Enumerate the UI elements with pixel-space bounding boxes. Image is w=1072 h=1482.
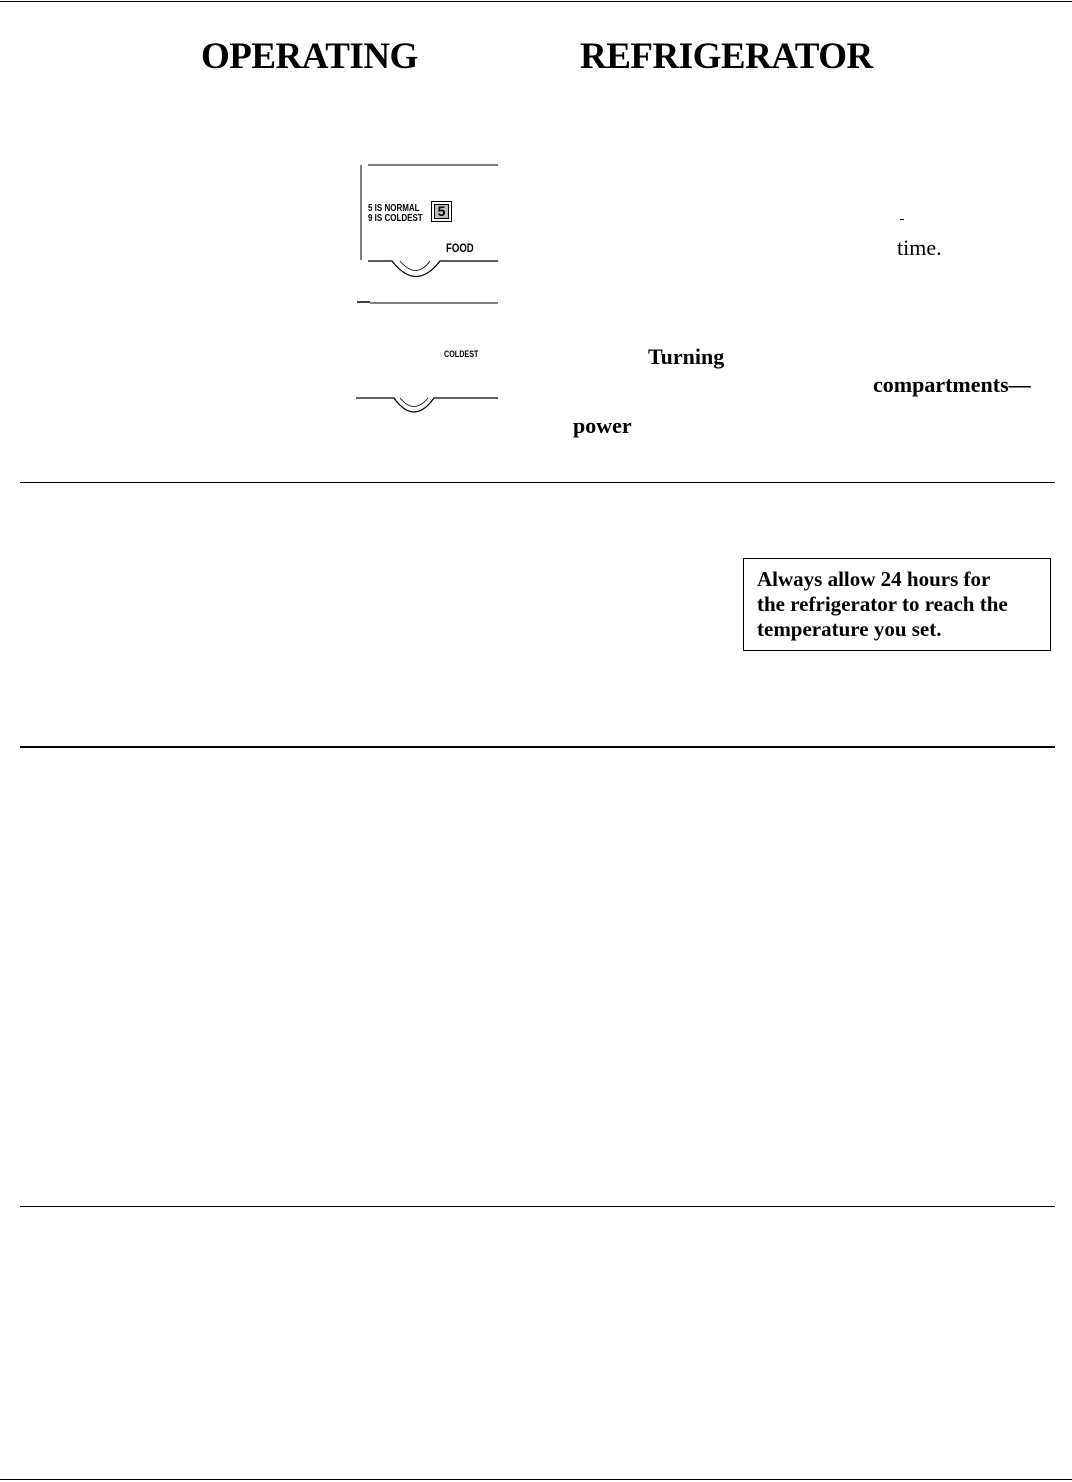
tick-mark bbox=[900, 219, 904, 220]
fragment-compartments: compartments— bbox=[873, 372, 1031, 397]
fragment-power: power bbox=[573, 413, 632, 438]
dial-normal-label: 5 IS NORMAL bbox=[368, 203, 420, 214]
dial-setting-value: 5 bbox=[434, 204, 449, 219]
notice-box bbox=[743, 558, 1051, 651]
dial-coldest-label: 9 IS COLDEST bbox=[368, 213, 423, 224]
freezer-coldest-label: COLDEST bbox=[444, 349, 479, 359]
freezer-control bbox=[356, 340, 501, 430]
fragment-turning: Turning bbox=[648, 344, 725, 369]
freezer-dial-drawing bbox=[356, 340, 501, 430]
section-rule-2 bbox=[20, 746, 1055, 748]
dial-food-label: FOOD bbox=[446, 241, 474, 255]
fresh-food-control bbox=[356, 160, 501, 310]
top-rule bbox=[0, 1, 1072, 2]
notice-line-2: the refrigerator to reach the bbox=[757, 592, 1008, 616]
fresh-food-dial-drawing bbox=[356, 160, 501, 310]
notice-line-1: Always allow 24 hours for bbox=[757, 567, 991, 591]
fragment-time: time. bbox=[897, 235, 942, 260]
dial-setting-window bbox=[431, 201, 452, 222]
section-rule-3 bbox=[20, 1206, 1055, 1207]
bottom-rule bbox=[0, 1479, 1072, 1480]
heading-refrigerator: REFRIGERATOR bbox=[580, 36, 873, 77]
notice-line-3: temperature you set. bbox=[757, 617, 942, 641]
heading-operating: OPERATING bbox=[201, 36, 418, 77]
section-rule-1 bbox=[20, 482, 1055, 483]
